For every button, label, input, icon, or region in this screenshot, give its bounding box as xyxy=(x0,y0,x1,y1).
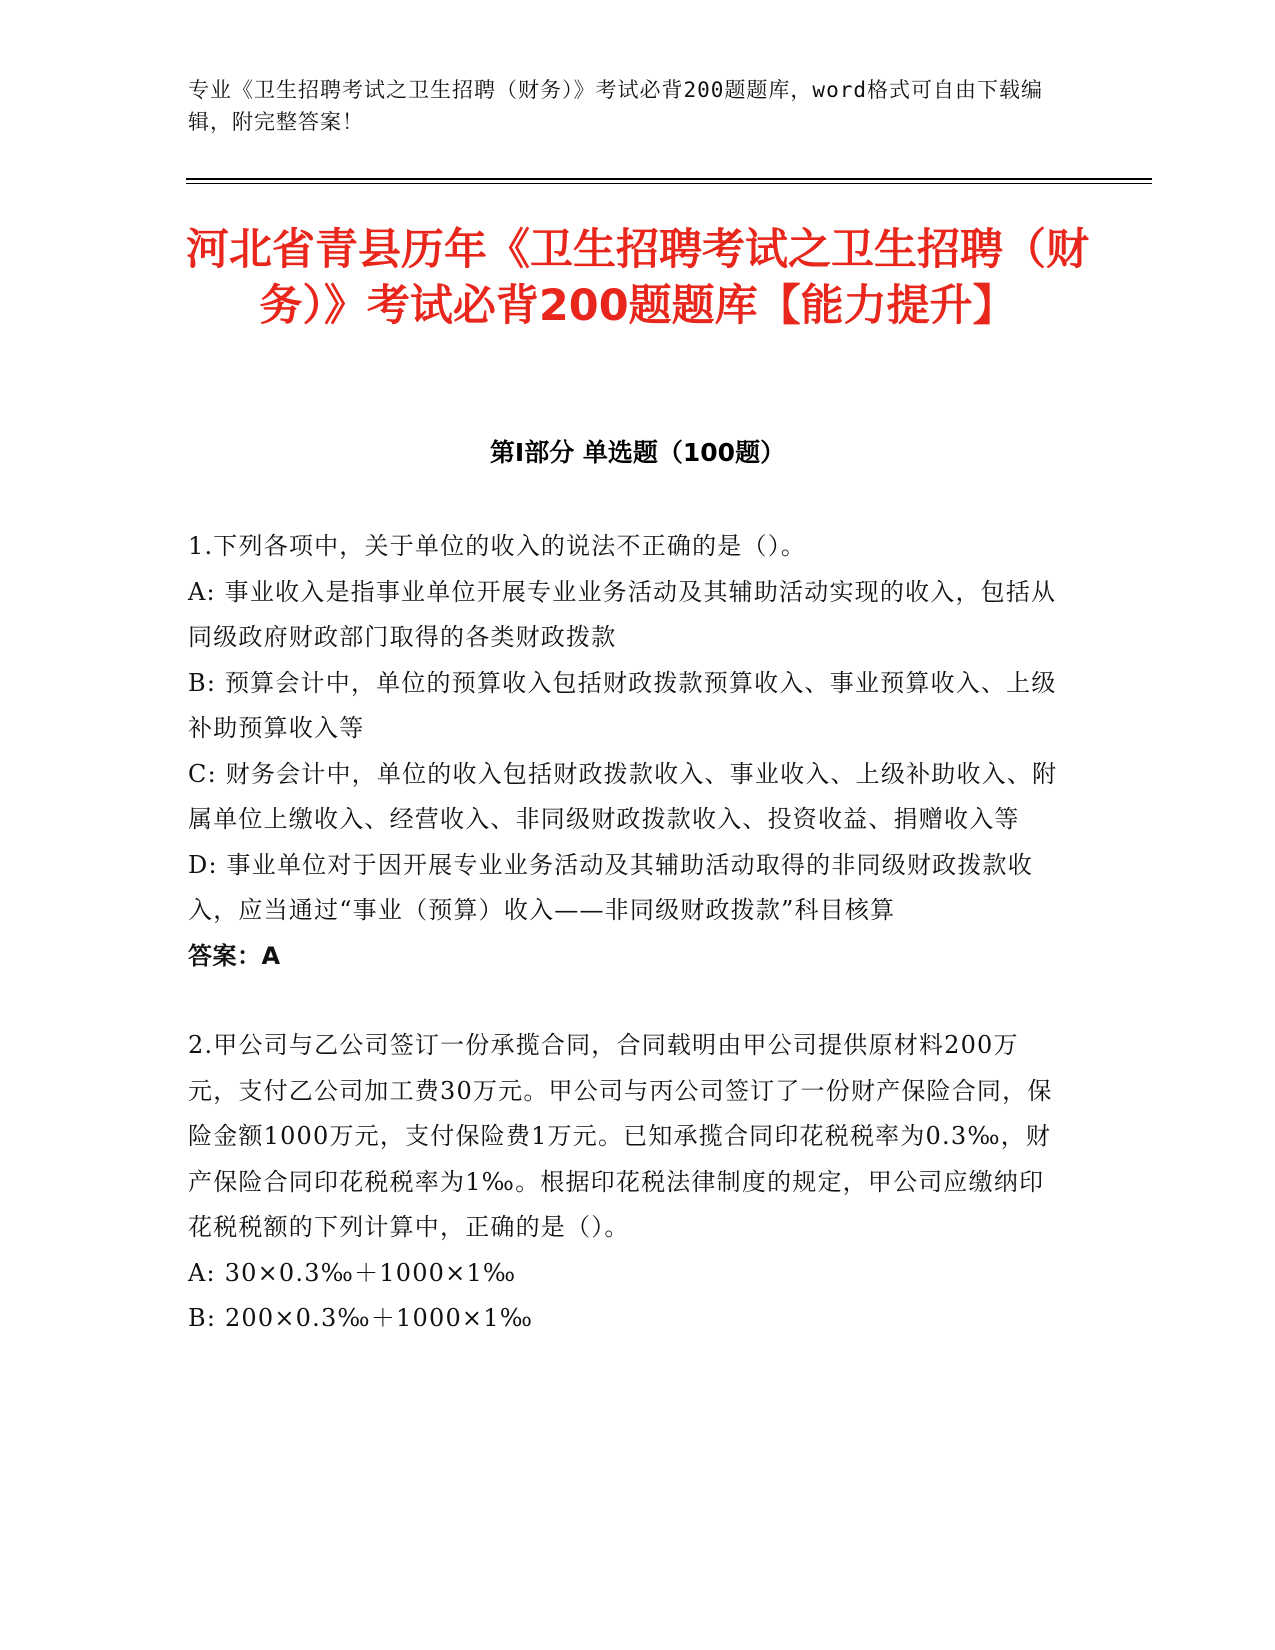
header-divider-thick xyxy=(186,178,1152,180)
option-a: A: 事业收入是指事业单位开展专业业务活动及其辅助活动实现的收入，包括从同级政府财政部门取得的各类财政拨款 xyxy=(188,577,1057,651)
question-2 xyxy=(188,1023,1068,1342)
header-note: 专业《卫生招聘考试之卫生招聘（财务）》考试必背200题题库，word格式可自由下载编辑，附完整答案！ xyxy=(188,78,1043,134)
section-heading: 第I部分 单选题（100题） xyxy=(489,438,786,467)
answer-line: 答案：A xyxy=(188,941,281,970)
option-d: D: 事业单位对于因开展专业业务活动及其辅助活动取得的非同级财政拨款收入，应当通过“事业（预算）收入——非同级财政拨款”科目核算 xyxy=(188,850,1033,924)
question-1 xyxy=(188,524,1068,979)
document-title: 河北省青县历年《卫生招聘考试之卫生招聘（财务）》考试必背200题题库【能力提升】 xyxy=(186,225,1089,331)
question-stem: 2.甲公司与乙公司签订一份承揽合同，合同载明由甲公司提供原材料200万元，支付乙公司加工费30万元。甲公司与丙公司签订了一份财产保险合同，保险金额1000万元，支付保险费1万元。已知承揽合同印花税税率为0.3‰，财产保险合同印花税税率为1‰。根据印花税法律制度的规定，甲公司应缴纳印花税税额的下列计算中，正确的是（）。 xyxy=(188,1031,1053,1241)
header-divider-thin xyxy=(186,183,1152,184)
option-b: B: 预算会计中，单位的预算收入包括财政拨款预算收入、事业预算收入、上级补助预算收入等 xyxy=(188,668,1057,742)
option-a: A: 30×0.3‰＋1000×1‰ xyxy=(188,1258,517,1287)
option-b: B: 200×0.3‰＋1000×1‰ xyxy=(188,1304,534,1332)
question-stem: 1.下列各项中，关于单位的收入的说法不正确的是（）。 xyxy=(188,532,807,560)
option-c: C: 财务会计中，单位的收入包括财政拨款收入、事业收入、上级补助收入、附属单位上缴收入、经营收入、非同级财政拨款收入、投资收益、捐赠收入等 xyxy=(188,759,1058,833)
question-list xyxy=(188,524,1068,1342)
